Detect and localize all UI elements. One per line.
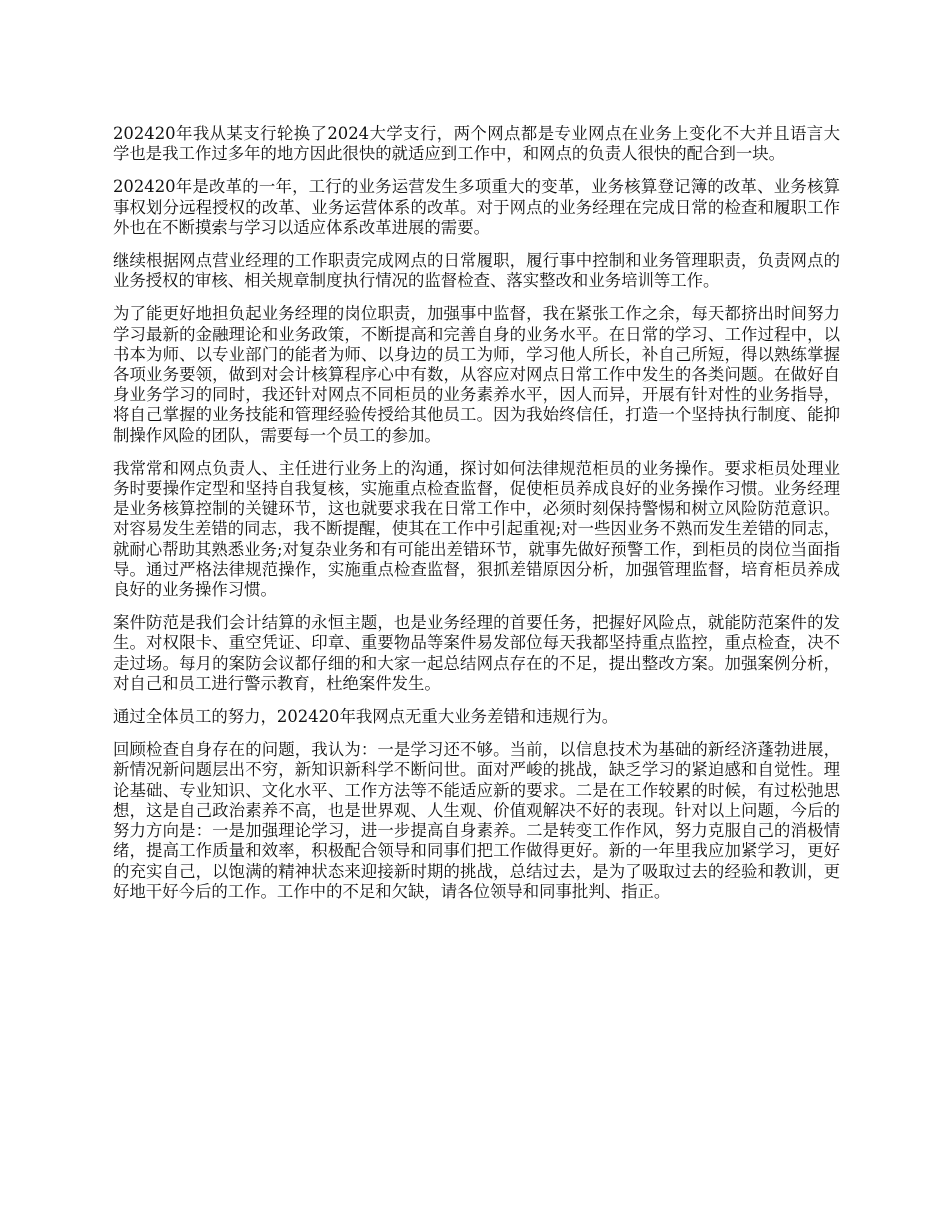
paragraph-7: 通过全体员工的努力，202420年我网点无重大业务差错和违规行为。: [113, 707, 619, 727]
paragraph-5: 我常常和网点负责人、主任进行业务上的沟通，探讨如何法律规范柜员的业务操作。要求柜员处理业务时要操作定型和坚持自我复核，实施重点检查监督，促使柜员养成良好的业务操作习惯。业务经理是业务核算控制的关键环节，这也就要求我在日常工作中，必须时刻保持警惕和树立风险防范意识。对容易发生差错的同志，我不断提醒，使其在工作中引起重视;对一些因业务不熟而发生差错的同志，就耐心帮助其熟悉业务;对复杂业务和有可能出差错环节，就事先做好预警工作，到柜员的岗位当面指导。通过严格法律规范操作，实施重点检查监督，狠抓差错原因分析，加强管理监督，培育柜员养成良好的业务操作习惯。: [113, 458, 840, 600]
paragraph-2: 202420年是改革的一年，工行的业务运营发生多项重大的变革，业务核算登记簿的改革、业务核算事权划分远程授权的改革、业务运营体系的改革。对于网点的业务经理在完成日常的检查和履职工作外也在不断摸索与学习以适应体系改革进展的需要。: [113, 177, 840, 237]
document-page: [113, 124, 840, 915]
paragraph-1: 202420年我从某支行轮换了2024大学支行，两个网点都是专业网点在业务上变化不大并且语言大学也是我工作过多年的地方因此很快的就适应到工作中，和网点的负责人很快的配合到一块。: [113, 124, 840, 164]
paragraph-4: 为了能更好地担负起业务经理的岗位职责，加强事中监督，我在紧张工作之余，每天都挤出时间努力学习最新的金融理论和业务政策，不断提高和完善自身的业务水平。在日常的学习、工作过程中，以书本为师、以专业部门的能者为师、以身边的员工为师，学习他人所长，补自己所短，得以熟练掌握各项业务要领，做到对会计核算程序心中有数，从容应对网点日常工作中发生的各类问题。在做好自身业务学习的同时，我还针对网点不同柜员的业务素养水平，因人而异，开展有针对性的业务指导，将自己掌握的业务技能和管理经验传授给其他员工。因为我始终信任，打造一个坚持执行制度、能抑制操作风险的团队，需要每一个员工的参加。: [113, 304, 840, 445]
paragraph-6: 案件防范是我们会计结算的永恒主题，也是业务经理的首要任务，把握好风险点，就能防范案件的发生。对权限卡、重空凭证、印章、重要物品等案件易发部位每天我都坚持重点监控，重点检查，决不走过场。每月的案防会议都仔细的和大家一起总结网点存在的不足，提出整改方案。加强案例分析，对自己和员工进行警示教育，杜绝案件发生。: [113, 613, 840, 693]
paragraph-3: 继续根据网点营业经理的工作职责完成网点的日常履职，履行事中控制和业务管理职责，负责网点的业务授权的审核、相关规章制度执行情况的监督检查、落实整改和业务培训等工作。: [113, 251, 840, 291]
paragraph-8: 回顾检查自身存在的问题，我认为：一是学习还不够。当前，以信息技术为基础的新经济蓬勃进展，新情况新问题层出不穷，新知识新科学不断问世。面对严峻的挑战，缺乏学习的紧迫感和自觉性。理论基础、专业知识、文化水平、工作方法等不能适应新的要求。二是在工作较累的时候，有过松弛思想，这是自己政治素养不高，也是世界观、人生观、价值观解决不好的表现。针对以上问题，今后的努力方向是：一是加强理论学习，进一步提高自身素养。二是转变工作作风，努力克服自己的消极情绪，提高工作质量和效率，积极配合领导和同事们把工作做得更好。新的一年里我应加紧学习，更好的充实自己，以饱满的精神状态来迎接新时期的挑战，总结过去，是为了吸取过去的经验和教训，更好地干好今后的工作。工作中的不足和欠缺，请各位领导和同事批判、指正。: [113, 740, 840, 901]
